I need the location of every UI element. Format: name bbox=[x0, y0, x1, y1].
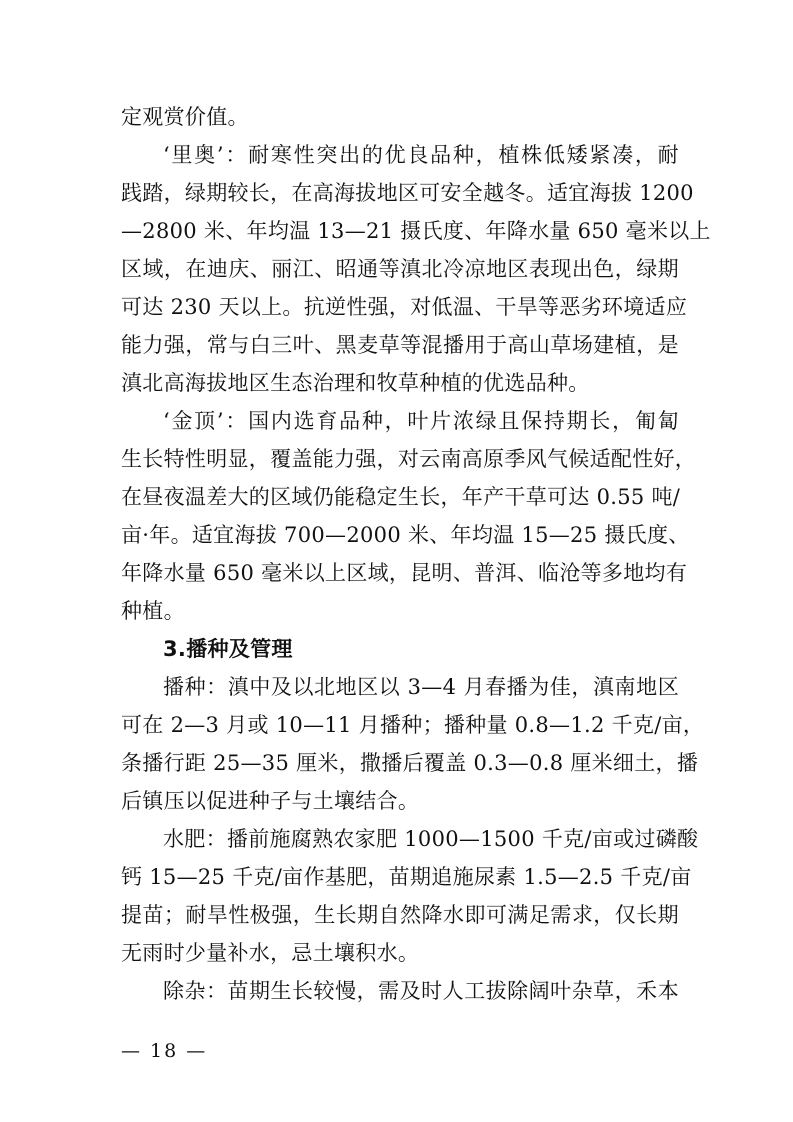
text-line: 区域，在迪庆、丽江、昭通等滇北冷凉地区表现出色，绿期 bbox=[121, 257, 679, 281]
text-line: 在昼夜温差大的区域仍能稳定生长，年产干草可达 0.55 吨/ bbox=[121, 485, 681, 509]
text-line: 除杂：苗期生长较慢，需及时人工拔除阔叶杂草，禾本 bbox=[163, 979, 679, 1003]
text-line: 年降水量 650 毫米以上区域，昆明、普洱、临沧等多地均有 bbox=[121, 561, 688, 585]
text-line: 种植。 bbox=[121, 599, 185, 623]
text-line: 播种：滇中及以北地区以 3—4 月春播为佳，滇南地区 bbox=[163, 675, 679, 699]
text-line: 能力强，常与白三叶、黑麦草等混播用于高山草场建植，是 bbox=[121, 333, 679, 357]
text-line: 水肥：播前施腐熟农家肥 1000—1500 千克/亩或过磷酸 bbox=[163, 827, 699, 851]
page-number: — 18 — bbox=[121, 1040, 208, 1062]
text-line: 亩·年。适宜海拔 700—2000 米、年均温 15—25 摄氏度、 bbox=[121, 523, 690, 547]
text-line: ‘金顶’：国内选育品种，叶片浓绿且保持期长，匍匐 bbox=[163, 409, 679, 433]
text-line: 践踏，绿期较长，在高海拔地区可安全越冬。适宜海拔 1200 bbox=[121, 181, 694, 205]
text-line: 生长特性明显，覆盖能力强，对云南高原季风气候适配性好， bbox=[121, 447, 697, 471]
text-line: 条播行距 25—35 厘米，撒播后覆盖 0.3—0.8 厘米细土，播 bbox=[121, 751, 699, 775]
text-line: 可在 2—3 月或 10—11 月播种；播种量 0.8—1.2 千克/亩， bbox=[121, 713, 705, 737]
text-line: ‘里奥’：耐寒性突出的优良品种，植株低矮紧凑，耐 bbox=[163, 143, 679, 167]
body-text bbox=[121, 98, 711, 1010]
text-line: 无雨时少量补水，忌土壤积水。 bbox=[121, 941, 420, 965]
text-line: 后镇压以促进种子与土壤结合。 bbox=[121, 789, 420, 813]
text-line: 可达 230 天以上。抗逆性强，对低温、干旱等恶劣环境适应 bbox=[121, 295, 688, 319]
text-line: 滇北高海拔地区生态治理和牧草种植的优选品种。 bbox=[121, 371, 590, 395]
section-heading: 3.播种及管理 bbox=[163, 637, 293, 661]
text-line: 钙 15—25 千克/亩作基肥，苗期追施尿素 1.5—2.5 千克/亩 bbox=[121, 865, 692, 889]
text-line: 定观赏价值。 bbox=[121, 105, 249, 129]
text-line: —2800 米、年均温 13—21 摄氏度、年降水量 650 毫米以上 bbox=[121, 219, 711, 243]
text-line: 提苗；耐旱性极强，生长期自然降水即可满足需求，仅长期 bbox=[121, 903, 679, 927]
